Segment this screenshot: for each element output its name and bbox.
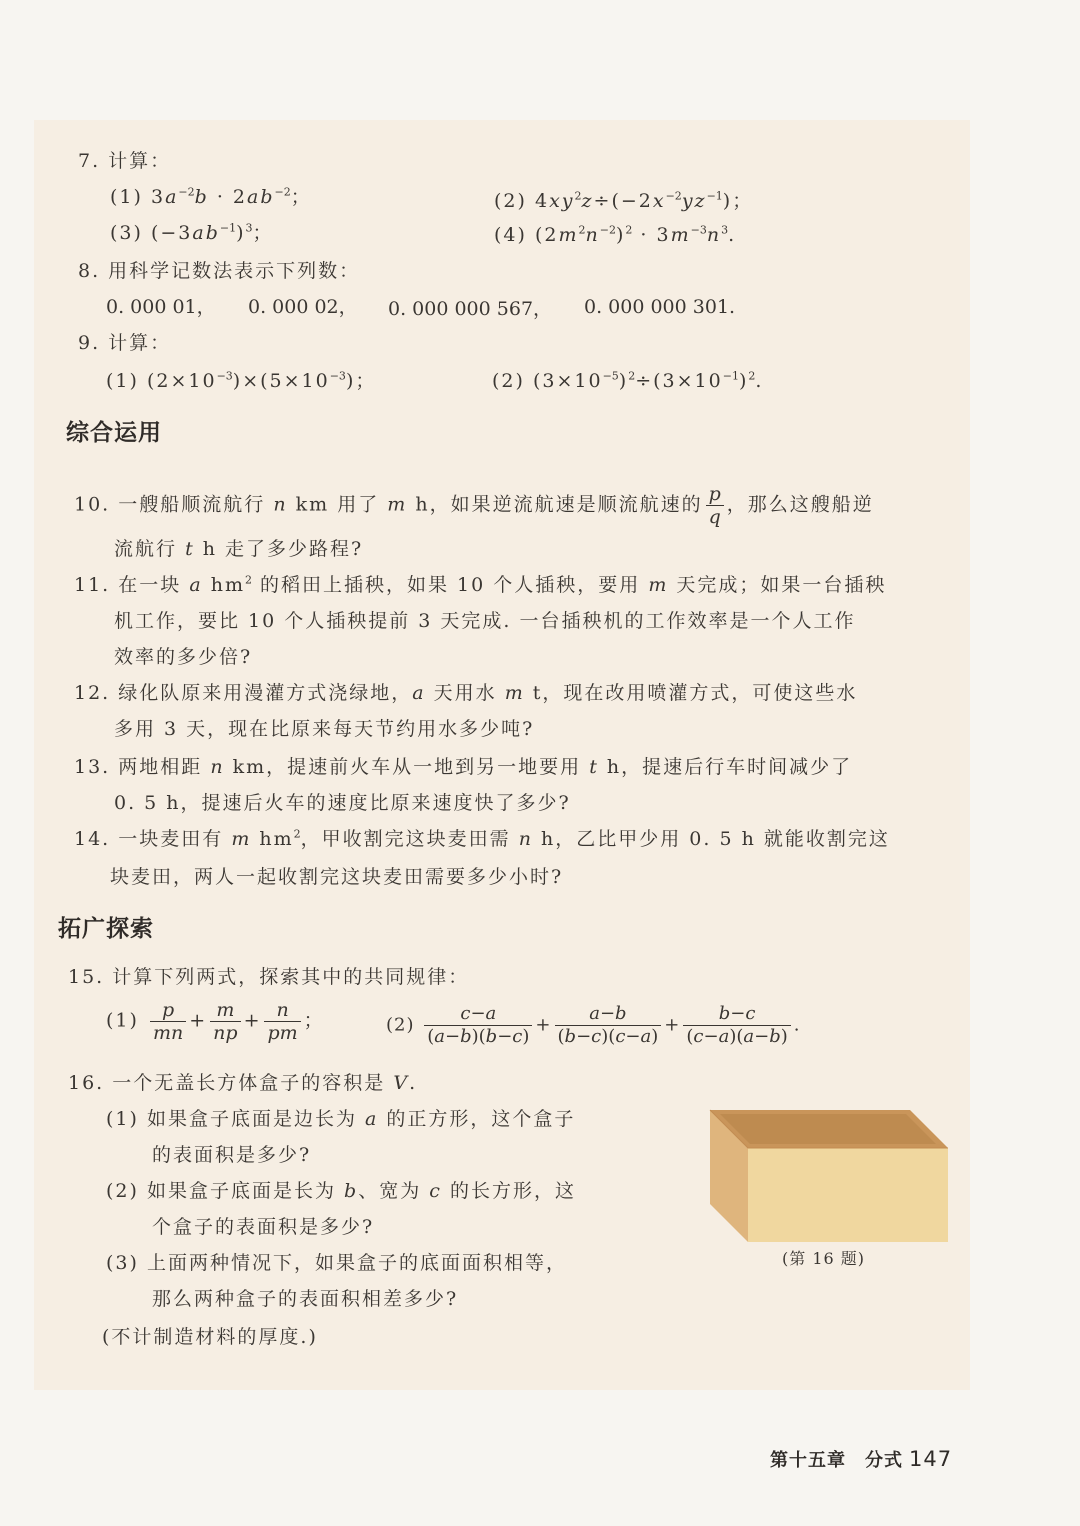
problem-14-line-2: 块麦田，两人一起收割完这块麦田需要多少小时? (110, 866, 564, 888)
problem-16-sub-2-line-2: 个盒子的表面积是多少? (152, 1216, 375, 1238)
problem-12-line-1: 12. 绿化队原来用漫灌方式浇绿地，a 天用水 m t，现在改用喷灌方式，可使这些水 (74, 682, 858, 704)
problem-9-label: 9. 计算： (78, 332, 172, 354)
problem-9-item-1: (1) $(2\times 10^{-3})\times(5\times 10^{-3})$； (106, 369, 377, 392)
problem-16-sub-2-line-1: (2) 如果盒子底面是长为 b、宽为 c 的长方形，这 (106, 1180, 576, 1202)
problem-7-item-4: (4) $(2m^2n^{-2})^2 \cdot 3m^{-3}n^3$. (494, 223, 737, 246)
problem-8-label: 8. 用科学记数法表示下列数： (78, 260, 361, 282)
section-heading-comprehensive: 综合运用 (66, 420, 162, 446)
problem-15-item-2: (2) $\frac{c-a}{(a-b)(b-c)}$ + $\frac{a-b}{(b-c)(c-a)}$ + $\frac{b-c}{(c-a)(a-b)}$ . (386, 1003, 801, 1047)
page-number: 147 (909, 1447, 953, 1471)
chapter-title: 第十五章 分式 (770, 1450, 903, 1471)
problem-11-line-2: 机工作，要比 10 个人插秧提前 3 天完成. 一台插秧机的工作效率是一个人工作 (114, 610, 856, 632)
problem-13-line-2: 0. 5 h，提速后火车的速度比原来速度快了多少? (114, 792, 571, 814)
problem-7-label: 7. 计算： (78, 150, 172, 172)
number-value: 0. 000 01， (106, 296, 216, 318)
problem-14-line-1: 14. 一块麦田有 m $hm^2$，甲收割完这块麦田需 n h，乙比甲少用 0. 5 h 就能收割完这 (74, 827, 890, 850)
problem-16-sub-3-line-2: 那么两种盒子的表面积相差多少? (152, 1288, 459, 1310)
number-value: 0. 000 000 301. (584, 296, 736, 318)
problem-16-sub-1-line-2: 的表面积是多少? (152, 1144, 312, 1166)
section-heading-extension: 拓广探索 (58, 916, 154, 942)
fraction-p-over-q: $\frac{p}{q}$ (706, 484, 724, 527)
problem-16-sub-3-line-1: (3) 上面两种情况下，如果盒子的底面面积相等， (106, 1252, 567, 1274)
problem-7-item-1: (1) $3a^{-2}b \cdot 2ab^{-2}$； (110, 185, 312, 208)
problem-15-item-1: (1) $\frac{p}{mn}$ + $\frac{m}{np}$ + $\frac{n}{pm}$ ； (106, 999, 325, 1044)
open-box-figure (700, 1100, 960, 1250)
problem-16-line-1: 16. 一个无盖长方体盒子的容积是 V. (68, 1072, 418, 1094)
box-inner-shadow (720, 1114, 936, 1144)
problem-15-line-1: 15. 计算下列两式，探索其中的共同规律： (68, 966, 470, 988)
box-front-face (748, 1148, 948, 1242)
number-value: 0. 000 000 567， (388, 298, 553, 320)
problem-9-item-2: (2) $(3\times 10^{-5})^2\div(3\times 10^{-1})^2$. (492, 369, 764, 392)
page-footer (770, 1446, 952, 1472)
problem-11-line-1: 11. 在一块 a $hm^2$ 的稻田上插秧，如果 10 个人插秧，要用 m 天完成；如果一台插秧 (74, 573, 887, 596)
problem-12-line-2: 多用 3 天，现在比原来每天节约用水多少吨? (114, 718, 535, 740)
problem-7-item-2: (2) $4xy^2z\div(-2x^{-2}yz^{-1})$； (494, 189, 754, 212)
problem-7-item-3: (3) $(-3ab^{-1})^3$； (110, 221, 274, 244)
problem-16-note: (不计制造材料的厚度.) (102, 1326, 318, 1348)
problem-13-line-1: 13. 两地相距 n km，提速前火车从一地到另一地要用 t h，提速后行车时间减少了 (74, 756, 853, 778)
number-value: 0. 000 02， (248, 296, 358, 318)
problem-16-sub-1-line-1: (1) 如果盒子底面是边长为 a 的正方形，这个盒子 (106, 1108, 576, 1130)
problem-11-line-3: 效率的多少倍? (114, 646, 253, 668)
problem-10-line-1: 10. 一艘船顺流航行 n km 用了 m h，如果逆流航速是顺流航速的 $\frac{p}{q}$ ，那么这艘船逆 (74, 483, 874, 528)
problem-10-line-2: 流航行 t h 走了多少路程? (114, 538, 364, 560)
figure-caption: (第 16 题) (782, 1249, 866, 1268)
